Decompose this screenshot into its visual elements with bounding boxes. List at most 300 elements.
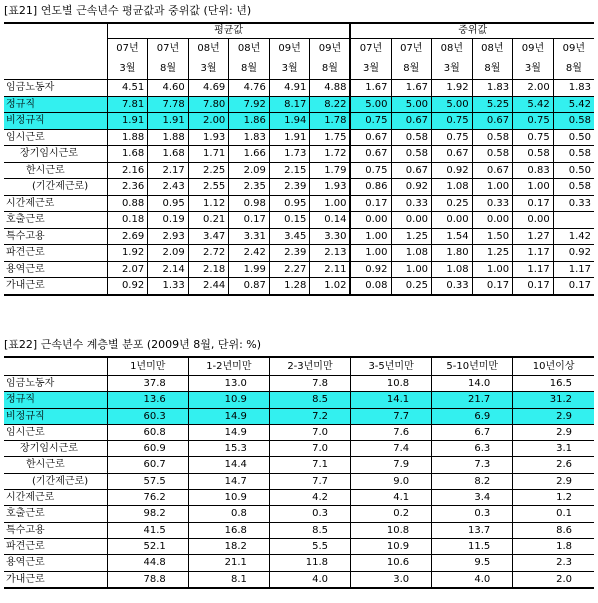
table-cell: 1.42 xyxy=(553,228,594,245)
table-cell: 8.5 xyxy=(269,522,350,538)
table-cell: 0.58 xyxy=(553,179,594,196)
table-row xyxy=(4,424,594,440)
group-header-median: 중위값 xyxy=(350,23,594,39)
period-year-cell: 07년 xyxy=(107,39,148,60)
period-month-row xyxy=(4,59,594,80)
table-cell: 3.1 xyxy=(513,441,594,457)
table-cell: 8.2 xyxy=(432,473,513,489)
table-cell: 37.8 xyxy=(107,376,188,392)
period-month-cell: 8월 xyxy=(472,59,513,80)
row-label: 파견근로 xyxy=(6,540,45,552)
table-cell: 1.00 xyxy=(472,261,513,278)
table-cell: 10.9 xyxy=(188,392,269,408)
table-cell: 18.2 xyxy=(188,538,269,554)
table-cell: 2.16 xyxy=(107,162,148,179)
table-cell: 3.30 xyxy=(310,228,351,245)
table-cell: 1.08 xyxy=(432,261,473,278)
table-row xyxy=(4,212,594,229)
table-cell: 1.00 xyxy=(350,228,391,245)
table-cell: 0.3 xyxy=(432,506,513,522)
table-cell: 3.4 xyxy=(432,490,513,506)
table-cell: 1.78 xyxy=(310,113,351,130)
row-label: 특수고용 xyxy=(6,524,45,536)
table-cell: 2.55 xyxy=(188,179,229,196)
table-cell: 14.4 xyxy=(188,457,269,473)
row-label: 한시근로 xyxy=(26,459,65,471)
table-row xyxy=(4,571,594,588)
table-cell: 10.8 xyxy=(351,376,432,392)
table-cell: 0.08 xyxy=(350,278,391,295)
table-cell: 1.79 xyxy=(310,162,351,179)
table-cell: 0.33 xyxy=(432,278,473,295)
table-row xyxy=(4,228,594,245)
table-cell: 0.83 xyxy=(513,162,554,179)
table-cell: 4.1 xyxy=(351,490,432,506)
table-cell: 0.17 xyxy=(513,278,554,295)
table-cell: 0.87 xyxy=(229,278,270,295)
table-cell: 8.22 xyxy=(310,96,351,113)
table-cell: 1.08 xyxy=(391,245,432,262)
table-cell: 1.86 xyxy=(229,113,270,130)
period-month-cell: 3월 xyxy=(107,59,148,80)
table-cell: 2.43 xyxy=(148,179,189,196)
table-cell: 4.0 xyxy=(269,571,350,588)
table-cell: 0.17 xyxy=(553,278,594,295)
table-cell: 0.67 xyxy=(350,129,391,146)
table-cell: 8.17 xyxy=(269,96,310,113)
table-row xyxy=(4,408,594,424)
table-cell: 4.88 xyxy=(310,80,351,97)
table-cell: 8.1 xyxy=(188,571,269,588)
table-cell: 2.39 xyxy=(269,245,310,262)
table-cell: 9.0 xyxy=(351,473,432,489)
table-cell: 1.71 xyxy=(188,146,229,163)
period-month-cell: 8월 xyxy=(229,59,270,80)
table-cell: 16.5 xyxy=(513,376,594,392)
table-cell: 0.58 xyxy=(472,129,513,146)
table-cell: 41.5 xyxy=(107,522,188,538)
row-label: 가내근로 xyxy=(6,280,45,291)
table-row xyxy=(4,522,594,538)
table-cell: 0.00 xyxy=(350,212,391,229)
table-cell: 7.80 xyxy=(188,96,229,113)
table-cell: 7.0 xyxy=(269,441,350,457)
table-cell: 10.6 xyxy=(351,555,432,571)
table-cell: 6.3 xyxy=(432,441,513,457)
row-label: 임시근로 xyxy=(6,426,45,438)
table-cell: 2.00 xyxy=(188,113,229,130)
row-label: 정규직 xyxy=(4,96,107,113)
table-cell: 0.95 xyxy=(148,195,189,212)
period-year-cell: 09년 xyxy=(513,39,554,60)
table-cell: 16.8 xyxy=(188,522,269,538)
table-cell: 7.92 xyxy=(229,96,270,113)
table-cell: 60.3 xyxy=(107,408,188,424)
table-cell: 11.8 xyxy=(269,555,350,571)
table-row xyxy=(4,162,594,179)
table-cell: 5.5 xyxy=(269,538,350,554)
table-cell: 5.42 xyxy=(553,96,594,113)
table-cell: 2.11 xyxy=(310,261,351,278)
row-label: 한시근로 xyxy=(26,164,65,176)
table1-caption: [표21] 연도별 근속년수 평균값과 중위값 (단위: 년) xyxy=(4,4,252,17)
table-cell: 2.9 xyxy=(513,473,594,489)
table-cell: 4.76 xyxy=(229,80,270,97)
table-row xyxy=(4,538,594,554)
table-cell: 0.50 xyxy=(553,129,594,146)
table-cell: 0.75 xyxy=(513,129,554,146)
table-row xyxy=(4,441,594,457)
table-cell: 1.92 xyxy=(432,80,473,97)
table-cell: 1.80 xyxy=(432,245,473,262)
table-cell: 0.00 xyxy=(391,212,432,229)
table-cell: 1.67 xyxy=(391,80,432,97)
table-cell: 1.00 xyxy=(391,261,432,278)
table-cell: 0.67 xyxy=(350,146,391,163)
table-cell: 0.33 xyxy=(553,195,594,212)
table-cell: 10.9 xyxy=(188,490,269,506)
table-cell: 2.0 xyxy=(513,571,594,588)
table-cell: 10.9 xyxy=(351,538,432,554)
table-cell: 0.95 xyxy=(269,195,310,212)
table-cell: 7.7 xyxy=(269,473,350,489)
table-cell: 7.7 xyxy=(351,408,432,424)
period-month-cell: 3월 xyxy=(432,59,473,80)
column-header: 1-2년미만 xyxy=(188,357,269,376)
table-cell: 4.91 xyxy=(269,80,310,97)
table-cell: 0.67 xyxy=(391,113,432,130)
row-label: 임금노동자 xyxy=(6,378,55,389)
column-header: 1년미만 xyxy=(107,357,188,376)
table-cell: 2.39 xyxy=(269,179,310,196)
table-row xyxy=(4,392,594,408)
row-label: 임금노동자 xyxy=(6,82,55,93)
corner-cell xyxy=(4,39,107,60)
table-cell: 2.3 xyxy=(513,555,594,571)
table-cell: 5.00 xyxy=(432,96,473,113)
table-cell: 0.33 xyxy=(472,195,513,212)
table-cell: 1.17 xyxy=(513,261,554,278)
table-cell: 6.9 xyxy=(432,408,513,424)
table-row xyxy=(4,555,594,571)
table-cell: 0.92 xyxy=(107,278,148,295)
table-cell: 2.9 xyxy=(513,408,594,424)
table-cell: 1.33 xyxy=(148,278,189,295)
table-row xyxy=(4,113,594,130)
row-label: 파견근로 xyxy=(6,247,45,258)
table-cell: 1.83 xyxy=(229,129,270,146)
table-cell: 1.68 xyxy=(148,146,189,163)
table-cell: 0.1 xyxy=(513,506,594,522)
table-cell: 1.94 xyxy=(269,113,310,130)
table-cell: 0.3 xyxy=(269,506,350,522)
period-month-cell: 8월 xyxy=(391,59,432,80)
table-cell: 13.6 xyxy=(107,392,188,408)
table-cell: 1.83 xyxy=(472,80,513,97)
table-cell: 0.14 xyxy=(310,212,351,229)
table-cell: 1.66 xyxy=(229,146,270,163)
table-cell: 1.93 xyxy=(188,129,229,146)
period-year-cell: 07년 xyxy=(148,39,189,60)
period-year-cell: 08년 xyxy=(472,39,513,60)
table-cell: 0.58 xyxy=(513,146,554,163)
period-year-cell: 08년 xyxy=(432,39,473,60)
table-cell: 0.00 xyxy=(432,212,473,229)
period-month-cell: 8월 xyxy=(553,59,594,80)
row-label: 호출근로 xyxy=(6,214,45,225)
table-row xyxy=(4,457,594,473)
table-cell: 1.50 xyxy=(472,228,513,245)
tenure-distribution-table xyxy=(4,356,594,589)
row-label: 가내근로 xyxy=(6,573,45,585)
table-cell: 7.1 xyxy=(269,457,350,473)
table-cell: 0.58 xyxy=(472,146,513,163)
row-label: 호출근로 xyxy=(6,508,45,520)
period-month-cell: 8월 xyxy=(148,59,189,80)
table-cell: 9.5 xyxy=(432,555,513,571)
table-row xyxy=(4,96,594,113)
table-cell: 0.17 xyxy=(229,212,270,229)
table-cell: 0.50 xyxy=(553,162,594,179)
table-cell: 0.58 xyxy=(553,113,594,130)
period-year-row xyxy=(4,39,594,60)
table2-caption: [표22] 근속년수 계층별 분포 (2009년 8월, 단위: %) xyxy=(4,338,262,351)
table-cell: 14.9 xyxy=(188,424,269,440)
table-row xyxy=(4,80,594,97)
table-cell: 2.15 xyxy=(269,162,310,179)
row-label: 비정규직 xyxy=(4,408,107,424)
table-cell: 2.18 xyxy=(188,261,229,278)
table-cell: 2.42 xyxy=(229,245,270,262)
table-cell: 1.75 xyxy=(310,129,351,146)
table-cell: 0.17 xyxy=(472,278,513,295)
table-cell: 2.44 xyxy=(188,278,229,295)
table-cell: 2.93 xyxy=(148,228,189,245)
table-cell: 7.3 xyxy=(432,457,513,473)
table-cell: 0.92 xyxy=(432,162,473,179)
table-cell: 1.00 xyxy=(472,179,513,196)
corner-cell xyxy=(4,357,107,376)
table-cell: 13.7 xyxy=(432,522,513,538)
table-cell: 0.8 xyxy=(188,506,269,522)
table-cell: 7.2 xyxy=(269,408,350,424)
table-row xyxy=(4,376,594,392)
table-cell: 0.25 xyxy=(432,195,473,212)
row-label: 정규직 xyxy=(4,392,107,408)
table-cell: 0.67 xyxy=(432,146,473,163)
table-row xyxy=(4,179,594,196)
table-cell: 2.17 xyxy=(148,162,189,179)
table-cell: 5.00 xyxy=(391,96,432,113)
row-label: 시간제근로 xyxy=(6,492,55,504)
table-cell: 0.86 xyxy=(350,179,391,196)
table-cell: 98.2 xyxy=(107,506,188,522)
table-row xyxy=(4,146,594,163)
table-cell: 4.69 xyxy=(188,80,229,97)
table-cell xyxy=(553,212,594,229)
table-cell: 0.33 xyxy=(391,195,432,212)
table-cell: 0.17 xyxy=(350,195,391,212)
table-row xyxy=(4,195,594,212)
column-header: 2-3년미만 xyxy=(269,357,350,376)
table-cell: 0.88 xyxy=(107,195,148,212)
row-label: 장기임시근로 xyxy=(20,148,78,159)
table-cell: 1.54 xyxy=(432,228,473,245)
table-cell: 2.9 xyxy=(513,424,594,440)
table-cell: 2.09 xyxy=(229,162,270,179)
table-cell: 4.0 xyxy=(432,571,513,588)
period-year-cell: 07년 xyxy=(391,39,432,60)
table-cell: 21.7 xyxy=(432,392,513,408)
table-cell: 52.1 xyxy=(107,538,188,554)
table-cell: 1.92 xyxy=(107,245,148,262)
table-cell: 2.69 xyxy=(107,228,148,245)
table-cell: 0.92 xyxy=(391,179,432,196)
table-cell: 57.5 xyxy=(107,473,188,489)
table-cell: 7.78 xyxy=(148,96,189,113)
table-cell: 4.51 xyxy=(107,80,148,97)
table-cell: 0.25 xyxy=(391,278,432,295)
row-label: 용역근로 xyxy=(6,263,45,275)
table-cell: 3.47 xyxy=(188,228,229,245)
table-cell: 4.2 xyxy=(269,490,350,506)
table-cell: 0.00 xyxy=(472,212,513,229)
table-cell: 1.00 xyxy=(513,179,554,196)
table-cell: 0.67 xyxy=(391,162,432,179)
table-cell: 21.1 xyxy=(188,555,269,571)
table-cell: 1.91 xyxy=(148,113,189,130)
table-cell: 60.9 xyxy=(107,441,188,457)
table-cell: 0.58 xyxy=(391,146,432,163)
table-cell: 1.68 xyxy=(107,146,148,163)
table-cell: 1.73 xyxy=(269,146,310,163)
table-cell: 1.28 xyxy=(269,278,310,295)
row-label: 임시근로 xyxy=(6,131,45,143)
table-cell: 2.09 xyxy=(148,245,189,262)
table-cell: 1.67 xyxy=(350,80,391,97)
table-cell: 0.67 xyxy=(472,162,513,179)
column-header: 10년이상 xyxy=(513,357,594,376)
table-cell: 0.18 xyxy=(107,212,148,229)
table-cell: 1.25 xyxy=(472,245,513,262)
row-label: (기간제근로) xyxy=(32,475,89,487)
period-year-cell: 08년 xyxy=(188,39,229,60)
table-cell: 7.81 xyxy=(107,96,148,113)
tenure-mean-median-table xyxy=(4,22,594,296)
table-cell: 2.25 xyxy=(188,162,229,179)
table-cell: 14.9 xyxy=(188,408,269,424)
table-cell: 0.75 xyxy=(513,113,554,130)
table-cell: 0.98 xyxy=(229,195,270,212)
table-cell: 1.12 xyxy=(188,195,229,212)
table-cell: 3.45 xyxy=(269,228,310,245)
table-cell: 2.14 xyxy=(148,261,189,278)
table-cell: 1.00 xyxy=(350,245,391,262)
table-cell: 2.00 xyxy=(513,80,554,97)
table-cell: 1.88 xyxy=(107,129,148,146)
row-label: 비정규직 xyxy=(4,113,107,130)
row-label: 장기임시근로 xyxy=(20,443,78,455)
table-cell: 0.15 xyxy=(269,212,310,229)
column-header-row xyxy=(4,357,594,376)
table-cell: 1.02 xyxy=(310,278,351,295)
table-cell: 0.00 xyxy=(513,212,554,229)
table-cell: 7.8 xyxy=(269,376,350,392)
table-cell: 60.7 xyxy=(107,457,188,473)
table-cell: 0.19 xyxy=(148,212,189,229)
table-cell: 0.58 xyxy=(391,129,432,146)
table-cell: 7.4 xyxy=(351,441,432,457)
table-cell: 0.17 xyxy=(513,195,554,212)
table-cell: 0.2 xyxy=(351,506,432,522)
table-cell: 0.21 xyxy=(188,212,229,229)
table-cell: 1.17 xyxy=(513,245,554,262)
table-cell: 15.3 xyxy=(188,441,269,457)
table-cell: 0.75 xyxy=(432,113,473,130)
table-cell: 14.1 xyxy=(351,392,432,408)
table-cell: 1.17 xyxy=(553,261,594,278)
table-cell: 0.92 xyxy=(350,261,391,278)
table-row xyxy=(4,129,594,146)
table-cell: 6.7 xyxy=(432,424,513,440)
corner-cell xyxy=(4,23,107,39)
table-cell: 1.27 xyxy=(513,228,554,245)
table-cell: 0.75 xyxy=(350,113,391,130)
table-cell: 78.8 xyxy=(107,571,188,588)
table-cell: 1.08 xyxy=(432,179,473,196)
table-cell: 1.00 xyxy=(310,195,351,212)
table-cell: 1.83 xyxy=(553,80,594,97)
table-cell: 10.8 xyxy=(351,522,432,538)
table-cell: 0.75 xyxy=(432,129,473,146)
table-cell: 1.91 xyxy=(269,129,310,146)
table-cell: 1.91 xyxy=(107,113,148,130)
table-cell: 7.0 xyxy=(269,424,350,440)
table-cell: 8.6 xyxy=(513,522,594,538)
table-cell: 11.5 xyxy=(432,538,513,554)
table-cell: 1.2 xyxy=(513,490,594,506)
table-cell: 7.6 xyxy=(351,424,432,440)
table-cell: 2.35 xyxy=(229,179,270,196)
table-cell: 2.13 xyxy=(310,245,351,262)
column-header: 3-5년미만 xyxy=(351,357,432,376)
period-year-cell: 09년 xyxy=(269,39,310,60)
table-cell: 2.27 xyxy=(269,261,310,278)
table-cell: 2.72 xyxy=(188,245,229,262)
table-row xyxy=(4,490,594,506)
table-cell: 76.2 xyxy=(107,490,188,506)
table-cell: 60.8 xyxy=(107,424,188,440)
table-cell: 44.8 xyxy=(107,555,188,571)
table-cell: 0.75 xyxy=(350,162,391,179)
row-label: 특수고용 xyxy=(6,230,45,242)
table-cell: 31.2 xyxy=(513,392,594,408)
table-row xyxy=(4,261,594,278)
period-month-cell: 3월 xyxy=(513,59,554,80)
period-year-cell: 08년 xyxy=(229,39,270,60)
table-cell: 1.72 xyxy=(310,146,351,163)
table-cell: 3.0 xyxy=(351,571,432,588)
period-month-cell: 3월 xyxy=(269,59,310,80)
table-cell: 8.5 xyxy=(269,392,350,408)
table-cell: 0.67 xyxy=(472,113,513,130)
period-year-cell: 09년 xyxy=(553,39,594,60)
table-cell: 4.60 xyxy=(148,80,189,97)
period-month-cell: 8월 xyxy=(310,59,351,80)
table-cell: 5.25 xyxy=(472,96,513,113)
row-label: 시간제근로 xyxy=(6,197,55,209)
table-row xyxy=(4,245,594,262)
